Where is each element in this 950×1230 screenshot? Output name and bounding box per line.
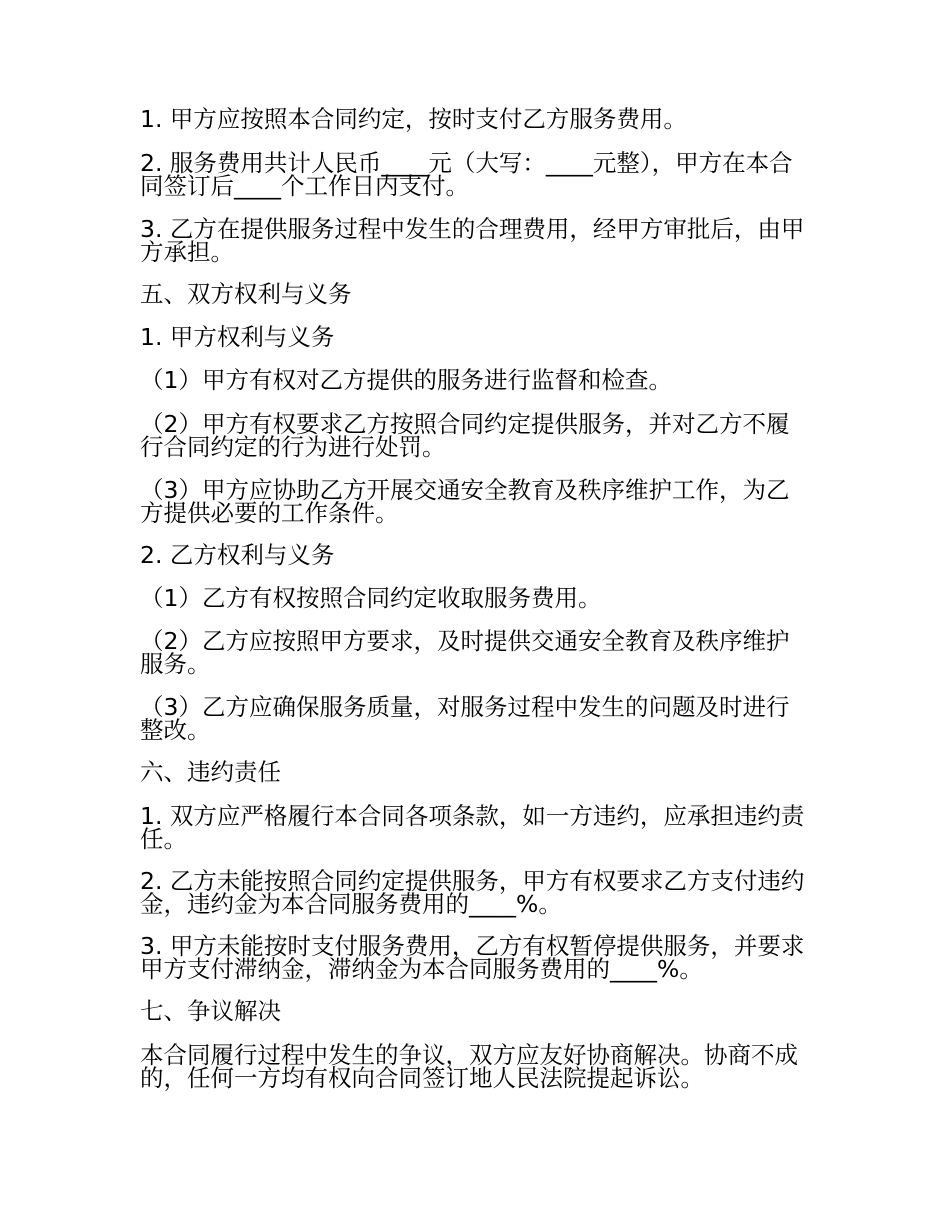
liability-clause-3: 3. 甲方未能按时支付服务费用，乙方有权暂停提供服务，并要求甲方支付滞纳金，滞纳金为本合同服务费用的____%。 [140, 932, 805, 983]
subheading-party-b: 2. 乙方权利与义务 [140, 541, 335, 569]
party-a-item-3: （3）甲方应协助乙方开展交通安全教育及秩序维护工作，为乙方提供必要的工作条件。 [140, 476, 790, 527]
subheading-party-a: 1. 甲方权利与义务 [140, 323, 335, 351]
liability-clause-2: 2. 乙方未能按照合同约定提供服务，甲方有权要求乙方支付违约金，违约金为本合同服务费用的____%。 [140, 867, 805, 918]
party-a-item-2: （2）甲方有权要求乙方按照合同约定提供服务，并对乙方不履行合同约定的行为进行处罚。 [140, 410, 790, 461]
dispute-clause: 本合同履行过程中发生的争议，双方应友好协商解决。协商不成的，任何一方均有权向合同签订地人民法院提起诉讼。 [140, 1041, 798, 1092]
payment-clause-2: 2. 服务费用共计人民币____元（大写：____元整），甲方在本合同签订后____个工作日内支付。 [140, 149, 793, 200]
payment-clause-1: 1. 甲方应按照本合同约定，按时支付乙方服务费用。 [140, 105, 687, 133]
party-b-item-1: （1）乙方有权按照合同约定收取服务费用。 [140, 584, 602, 612]
section-heading-rights: 五、双方权利与义务 [140, 280, 352, 308]
section-heading-dispute: 七、争议解决 [140, 997, 281, 1025]
payment-clause-3: 3. 乙方在提供服务过程中发生的合理费用，经甲方审批后，由甲方承担。 [140, 215, 805, 266]
party-b-item-3: （3）乙方应确保服务质量，对服务过程中发生的问题及时进行整改。 [140, 693, 790, 744]
party-b-item-2: （2）乙方应按照甲方要求，及时提供交通安全教育及秩序维护服务。 [140, 627, 790, 678]
party-a-item-1: （1）甲方有权对乙方提供的服务进行监督和检查。 [140, 366, 672, 394]
liability-clause-1: 1. 双方应严格履行本合同各项条款，如一方违约，应承担违约责任。 [140, 802, 805, 853]
section-heading-liability: 六、违约责任 [140, 758, 281, 786]
